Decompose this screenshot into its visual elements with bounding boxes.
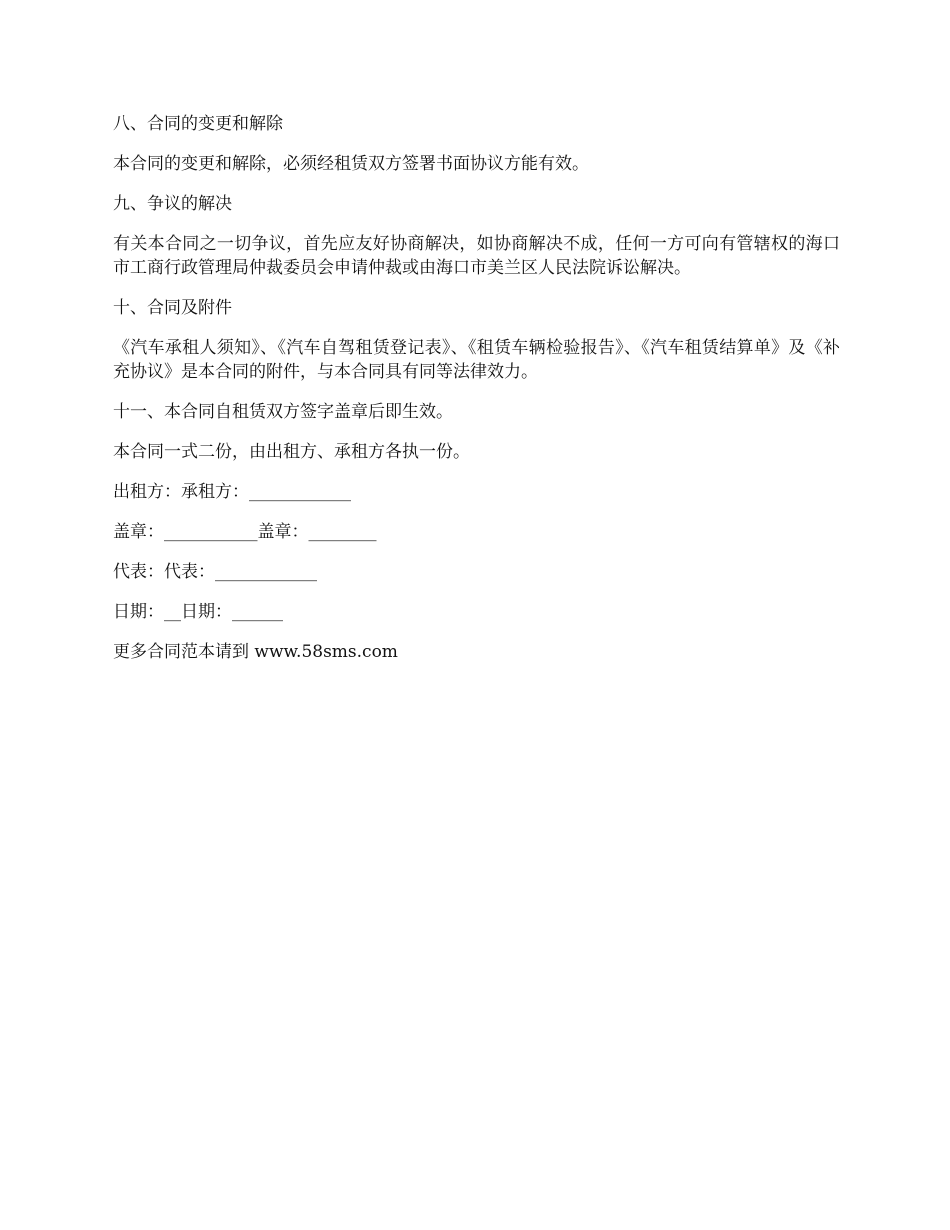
footer-link-text: 更多合同范本请到 www.58sms.com: [113, 642, 398, 662]
signature-line-representative: 代表：代表：____________: [113, 562, 317, 582]
paragraph-copies: 本合同一式二份，由出租方、承租方各执一份。: [113, 442, 470, 462]
section-heading-amendment: 八、合同的变更和解除: [113, 114, 283, 134]
signature-line-seal: 盖章：___________盖章：________: [113, 522, 377, 542]
paragraph-dispute: 有关本合同之一切争议，首先应友好协商解决，如协商解决不成，任何一方可向有管辖权的海口市工商行政管理局仲裁委员会申请仲裁或由海口市美兰区人民法院诉讼解决。: [113, 234, 840, 278]
section-heading-dispute: 九、争议的解决: [113, 194, 232, 214]
paragraph-amendment: 本合同的变更和解除，必须经租赁双方签署书面协议方能有效。: [113, 154, 589, 174]
signature-line-parties: 出租方：承租方：____________: [113, 482, 351, 502]
document-body: [113, 112, 840, 664]
section-heading-effective: 十一、本合同自租赁双方签字盖章后即生效。: [113, 402, 453, 422]
signature-line-date: 日期：__日期：______: [113, 602, 283, 622]
section-heading-attachments: 十、合同及附件: [113, 298, 232, 318]
paragraph-attachments: 《汽车承租人须知》、《汽车自驾租赁登记表》、《租赁车辆检验报告》、《汽车租赁结算单》及《补充协议》是本合同的附件，与本合同具有同等法律效力。: [113, 338, 840, 382]
